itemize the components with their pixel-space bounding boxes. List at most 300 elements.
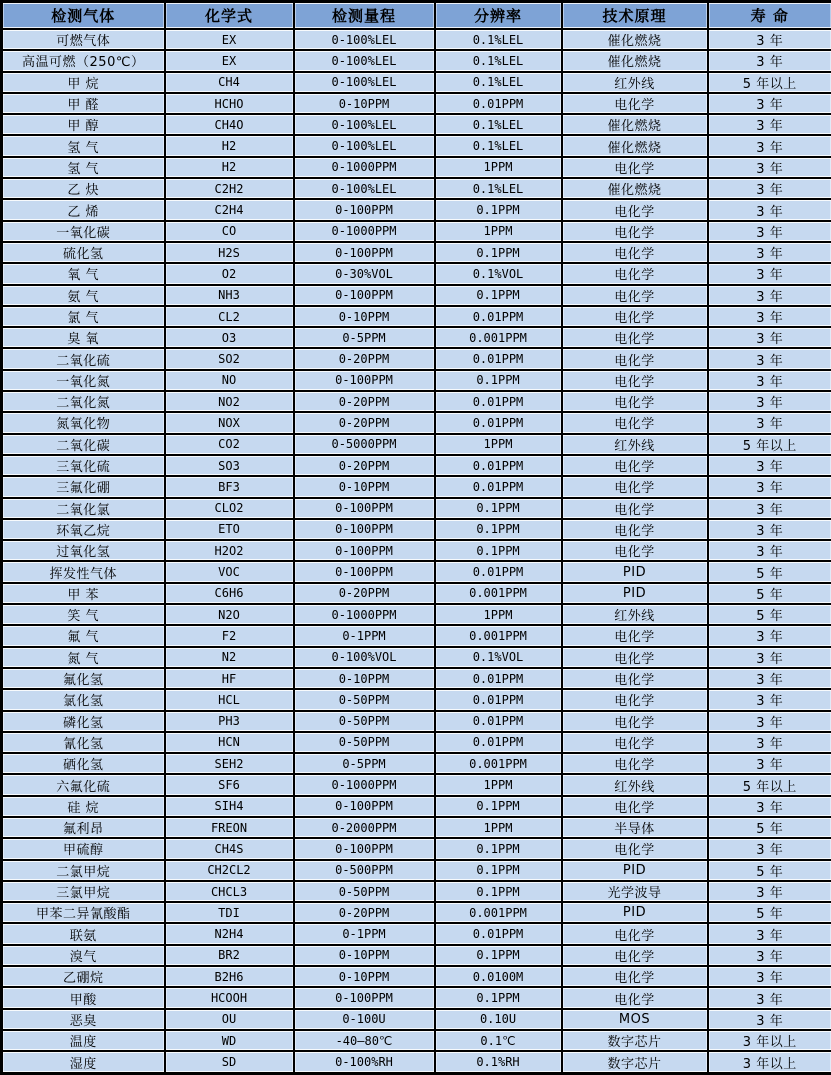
formula-cell: C2H2	[165, 178, 294, 199]
gas-cell: 三氟化硼	[2, 476, 165, 497]
gas-cell: 氧 气	[2, 263, 165, 284]
resolution-cell: 0.1%LEL	[435, 29, 562, 50]
range-cell: 0-1PPM	[294, 625, 435, 646]
resolution-cell: 0.1PPM	[435, 987, 562, 1008]
formula-cell: HF	[165, 668, 294, 689]
formula-cell: HCL	[165, 689, 294, 710]
resolution-cell: 0.1PPM	[435, 796, 562, 817]
lifespan-cell: 3 年	[708, 711, 831, 732]
range-cell: 0-30%VOL	[294, 263, 435, 284]
resolution-cell: 0.1PPM	[435, 498, 562, 519]
table-row	[2, 50, 831, 71]
principle-cell: 电化学	[562, 370, 708, 391]
lifespan-cell: 3 年	[708, 242, 831, 263]
lifespan-cell: 3 年	[708, 689, 831, 710]
gas-cell: 一氧化碳	[2, 221, 165, 242]
table-row	[2, 796, 831, 817]
formula-cell: CH4S	[165, 838, 294, 859]
lifespan-cell: 3 年	[708, 412, 831, 433]
gas-cell: 联氨	[2, 923, 165, 944]
principle-cell: 电化学	[562, 796, 708, 817]
lifespan-cell: 3 年	[708, 285, 831, 306]
table-row	[2, 774, 831, 795]
principle-cell: 电化学	[562, 455, 708, 476]
range-cell: 0-1000PPM	[294, 604, 435, 625]
range-cell: 0-20PPM	[294, 348, 435, 369]
formula-cell: O2	[165, 263, 294, 284]
principle-cell: 电化学	[562, 221, 708, 242]
gas-cell: 臭 氧	[2, 327, 165, 348]
range-cell: 0-100%LEL	[294, 50, 435, 71]
principle-cell: 电化学	[562, 540, 708, 561]
table-header	[2, 2, 831, 30]
principle-cell: 红外线	[562, 774, 708, 795]
gas-cell: 六氟化硫	[2, 774, 165, 795]
lifespan-cell: 3 年以上	[708, 1030, 831, 1051]
formula-cell: NH3	[165, 285, 294, 306]
table-row	[2, 1030, 831, 1051]
table-body	[2, 29, 831, 1074]
lifespan-cell: 3 年	[708, 327, 831, 348]
principle-cell: MOS	[562, 1009, 708, 1030]
resolution-cell: 0.001PPM	[435, 902, 562, 923]
range-cell: 0-100%LEL	[294, 72, 435, 93]
lifespan-cell: 3 年	[708, 370, 831, 391]
lifespan-cell: 3 年	[708, 945, 831, 966]
resolution-cell: 0.001PPM	[435, 327, 562, 348]
table-row	[2, 178, 831, 199]
range-cell: 0-1PPM	[294, 923, 435, 944]
formula-cell: CH4O	[165, 114, 294, 135]
resolution-cell: 0.1PPM	[435, 370, 562, 391]
gas-cell: 二氧化氯	[2, 498, 165, 519]
formula-cell: SF6	[165, 774, 294, 795]
resolution-cell: 0.1%RH	[435, 1051, 562, 1073]
lifespan-cell: 3 年	[708, 647, 831, 668]
gas-cell: 甲 醇	[2, 114, 165, 135]
gas-cell: 氟化氢	[2, 668, 165, 689]
table-row	[2, 881, 831, 902]
range-cell: 0-1000PPM	[294, 774, 435, 795]
gas-cell: 氮氧化物	[2, 412, 165, 433]
resolution-cell: 0.01PPM	[435, 689, 562, 710]
range-cell: 0-100%RH	[294, 1051, 435, 1073]
resolution-cell: 0.1PPM	[435, 285, 562, 306]
formula-cell: N2O	[165, 604, 294, 625]
lifespan-cell: 3 年	[708, 668, 831, 689]
range-cell: 0-20PPM	[294, 902, 435, 923]
formula-cell: ETO	[165, 519, 294, 540]
formula-cell: N2H4	[165, 923, 294, 944]
formula-cell: SO2	[165, 348, 294, 369]
table-row	[2, 93, 831, 114]
lifespan-cell: 3 年	[708, 221, 831, 242]
formula-cell: N2	[165, 647, 294, 668]
resolution-cell: 0.1PPM	[435, 199, 562, 220]
formula-cell: WD	[165, 1030, 294, 1051]
formula-cell: B2H6	[165, 966, 294, 987]
table-row	[2, 753, 831, 774]
resolution-cell: 0.1PPM	[435, 519, 562, 540]
header-row	[2, 2, 831, 30]
column-header-gas: 检测气体	[2, 2, 165, 30]
gas-cell: 环氧乙烷	[2, 519, 165, 540]
formula-cell: C6H6	[165, 583, 294, 604]
formula-cell: VOC	[165, 561, 294, 582]
formula-cell: EX	[165, 29, 294, 50]
gas-cell: 氰化氢	[2, 732, 165, 753]
gas-cell: 二氧化氮	[2, 391, 165, 412]
gas-cell: 甲 苯	[2, 583, 165, 604]
resolution-cell: 0.1%LEL	[435, 135, 562, 156]
lifespan-cell: 3 年	[708, 50, 831, 71]
resolution-cell: 0.1%LEL	[435, 50, 562, 71]
gas-cell: 高温可燃（250℃）	[2, 50, 165, 71]
range-cell: 0-100%LEL	[294, 114, 435, 135]
lifespan-cell: 3 年	[708, 157, 831, 178]
resolution-cell: 0.01PPM	[435, 561, 562, 582]
range-cell: 0-50PPM	[294, 881, 435, 902]
gas-cell: 氯化氢	[2, 689, 165, 710]
table-row	[2, 348, 831, 369]
range-cell: 0-100PPM	[294, 838, 435, 859]
gas-cell: 甲 烷	[2, 72, 165, 93]
table-row	[2, 945, 831, 966]
formula-cell: OU	[165, 1009, 294, 1030]
gas-cell: 恶臭	[2, 1009, 165, 1030]
range-cell: 0-100%LEL	[294, 29, 435, 50]
principle-cell: 数字芯片	[562, 1030, 708, 1051]
table-row	[2, 519, 831, 540]
gas-cell: 硅 烷	[2, 796, 165, 817]
resolution-cell: 0.1PPM	[435, 838, 562, 859]
lifespan-cell: 3 年	[708, 199, 831, 220]
gas-cell: 硫化氢	[2, 242, 165, 263]
table-row	[2, 689, 831, 710]
gas-cell: 甲苯二异氰酸酯	[2, 902, 165, 923]
table-row	[2, 540, 831, 561]
range-cell: 0-100PPM	[294, 519, 435, 540]
principle-cell: 红外线	[562, 72, 708, 93]
lifespan-cell: 3 年	[708, 93, 831, 114]
table-row	[2, 114, 831, 135]
principle-cell: 电化学	[562, 519, 708, 540]
principle-cell: 电化学	[562, 647, 708, 668]
range-cell: 0-10PPM	[294, 93, 435, 114]
principle-cell: 电化学	[562, 966, 708, 987]
lifespan-cell: 3 年	[708, 796, 831, 817]
range-cell: 0-5PPM	[294, 327, 435, 348]
resolution-cell: 0.01PPM	[435, 668, 562, 689]
principle-cell: 电化学	[562, 987, 708, 1008]
range-cell: 0-1000PPM	[294, 157, 435, 178]
formula-cell: HCOOH	[165, 987, 294, 1008]
formula-cell: NO2	[165, 391, 294, 412]
lifespan-cell: 3 年	[708, 753, 831, 774]
table-row	[2, 391, 831, 412]
resolution-cell: 0.01PPM	[435, 732, 562, 753]
range-cell: 0-10PPM	[294, 476, 435, 497]
table-row	[2, 1009, 831, 1030]
principle-cell: 电化学	[562, 923, 708, 944]
formula-cell: CHCL3	[165, 881, 294, 902]
principle-cell: 电化学	[562, 838, 708, 859]
table-row	[2, 923, 831, 944]
lifespan-cell: 3 年	[708, 732, 831, 753]
resolution-cell: 1PPM	[435, 434, 562, 455]
formula-cell: CH2CL2	[165, 860, 294, 881]
resolution-cell: 0.1%LEL	[435, 72, 562, 93]
resolution-cell: 0.01PPM	[435, 348, 562, 369]
column-header-principle: 技术原理	[562, 2, 708, 30]
table-row	[2, 711, 831, 732]
formula-cell: F2	[165, 625, 294, 646]
table-row	[2, 604, 831, 625]
principle-cell: 电化学	[562, 476, 708, 497]
gas-cell: 过氧化氢	[2, 540, 165, 561]
range-cell: 0-100PPM	[294, 242, 435, 263]
gas-cell: 甲硫醇	[2, 838, 165, 859]
range-cell: 0-20PPM	[294, 391, 435, 412]
formula-cell: HCN	[165, 732, 294, 753]
table-row	[2, 902, 831, 923]
gas-cell: 氯 气	[2, 306, 165, 327]
table-row	[2, 668, 831, 689]
table-row	[2, 838, 831, 859]
table-row	[2, 327, 831, 348]
resolution-cell: 0.01PPM	[435, 923, 562, 944]
resolution-cell: 0.1PPM	[435, 860, 562, 881]
range-cell: 0-100%VOL	[294, 647, 435, 668]
gas-cell: 乙 炔	[2, 178, 165, 199]
principle-cell: 电化学	[562, 668, 708, 689]
principle-cell: 电化学	[562, 285, 708, 306]
table-row	[2, 221, 831, 242]
lifespan-cell: 5 年	[708, 604, 831, 625]
column-header-range: 检测量程	[294, 2, 435, 30]
lifespan-cell: 3 年	[708, 987, 831, 1008]
lifespan-cell: 3 年	[708, 1009, 831, 1030]
table-row	[2, 476, 831, 497]
formula-cell: H2S	[165, 242, 294, 263]
lifespan-cell: 3 年	[708, 966, 831, 987]
gas-cell: 氨 气	[2, 285, 165, 306]
table-row	[2, 306, 831, 327]
range-cell: 0-100%LEL	[294, 178, 435, 199]
formula-cell: CLO2	[165, 498, 294, 519]
formula-cell: SEH2	[165, 753, 294, 774]
table-row	[2, 987, 831, 1008]
table-row	[2, 966, 831, 987]
formula-cell: SO3	[165, 455, 294, 476]
lifespan-cell: 3 年	[708, 348, 831, 369]
formula-cell: NOX	[165, 412, 294, 433]
lifespan-cell: 5 年	[708, 902, 831, 923]
range-cell: 0-10PPM	[294, 966, 435, 987]
principle-cell: 电化学	[562, 391, 708, 412]
gas-cell: 硒化氢	[2, 753, 165, 774]
formula-cell: H2O2	[165, 540, 294, 561]
range-cell: 0-1000PPM	[294, 221, 435, 242]
formula-cell: CL2	[165, 306, 294, 327]
resolution-cell: 0.1%VOL	[435, 263, 562, 284]
gas-cell: 氮 气	[2, 647, 165, 668]
lifespan-cell: 3 年	[708, 391, 831, 412]
formula-cell: SD	[165, 1051, 294, 1073]
range-cell: 0-20PPM	[294, 412, 435, 433]
resolution-cell: 0.001PPM	[435, 753, 562, 774]
principle-cell: 电化学	[562, 348, 708, 369]
gas-cell: 乙硼烷	[2, 966, 165, 987]
lifespan-cell: 3 年	[708, 455, 831, 476]
principle-cell: 红外线	[562, 604, 708, 625]
formula-cell: TDI	[165, 902, 294, 923]
principle-cell: 催化燃烧	[562, 114, 708, 135]
lifespan-cell: 5 年	[708, 583, 831, 604]
table-row	[2, 72, 831, 93]
range-cell: 0-100%LEL	[294, 135, 435, 156]
lifespan-cell: 5 年以上	[708, 72, 831, 93]
range-cell: 0-20PPM	[294, 455, 435, 476]
lifespan-cell: 3 年	[708, 519, 831, 540]
principle-cell: 半导体	[562, 817, 708, 838]
range-cell: 0-500PPM	[294, 860, 435, 881]
principle-cell: 光学波导	[562, 881, 708, 902]
principle-cell: 电化学	[562, 498, 708, 519]
formula-cell: FREON	[165, 817, 294, 838]
table-row	[2, 860, 831, 881]
lifespan-cell: 3 年	[708, 625, 831, 646]
resolution-cell: 0.0100M	[435, 966, 562, 987]
gas-cell: 氟 气	[2, 625, 165, 646]
gas-cell: 溴气	[2, 945, 165, 966]
resolution-cell: 1PPM	[435, 817, 562, 838]
formula-cell: C2H4	[165, 199, 294, 220]
range-cell: 0-100PPM	[294, 987, 435, 1008]
gas-cell: 氢 气	[2, 135, 165, 156]
principle-cell: 电化学	[562, 306, 708, 327]
lifespan-cell: 3 年	[708, 540, 831, 561]
formula-cell: O3	[165, 327, 294, 348]
lifespan-cell: 5 年以上	[708, 434, 831, 455]
resolution-cell: 0.001PPM	[435, 625, 562, 646]
principle-cell: 电化学	[562, 625, 708, 646]
lifespan-cell: 3 年	[708, 476, 831, 497]
gas-cell: 氟利昂	[2, 817, 165, 838]
resolution-cell: 0.1PPM	[435, 242, 562, 263]
table-row	[2, 412, 831, 433]
principle-cell: 电化学	[562, 242, 708, 263]
gas-cell: 二氯甲烷	[2, 860, 165, 881]
column-header-resolution: 分辨率	[435, 2, 562, 30]
range-cell: -40—80℃	[294, 1030, 435, 1051]
table-row	[2, 1051, 831, 1073]
principle-cell: 电化学	[562, 753, 708, 774]
principle-cell: PID	[562, 902, 708, 923]
principle-cell: 电化学	[562, 157, 708, 178]
principle-cell: 催化燃烧	[562, 29, 708, 50]
formula-cell: CH4	[165, 72, 294, 93]
resolution-cell: 0.1%VOL	[435, 647, 562, 668]
gas-cell: 三氧化硫	[2, 455, 165, 476]
resolution-cell: 0.1%LEL	[435, 178, 562, 199]
formula-cell: PH3	[165, 711, 294, 732]
formula-cell: EX	[165, 50, 294, 71]
resolution-cell: 0.1℃	[435, 1030, 562, 1051]
resolution-cell: 0.1PPM	[435, 540, 562, 561]
resolution-cell: 0.01PPM	[435, 711, 562, 732]
range-cell: 0-100PPM	[294, 199, 435, 220]
table-row	[2, 561, 831, 582]
formula-cell: H2	[165, 157, 294, 178]
lifespan-cell: 5 年以上	[708, 774, 831, 795]
principle-cell: PID	[562, 860, 708, 881]
table-row	[2, 647, 831, 668]
resolution-cell: 0.1PPM	[435, 881, 562, 902]
gas-cell: 一氧化氮	[2, 370, 165, 391]
formula-cell: HCHO	[165, 93, 294, 114]
table-row	[2, 285, 831, 306]
table-row	[2, 135, 831, 156]
range-cell: 0-100PPM	[294, 796, 435, 817]
lifespan-cell: 3 年	[708, 178, 831, 199]
gas-cell: 可燃气体	[2, 29, 165, 50]
resolution-cell: 0.01PPM	[435, 455, 562, 476]
range-cell: 0-100PPM	[294, 370, 435, 391]
lifespan-cell: 5 年	[708, 860, 831, 881]
gas-cell: 笑 气	[2, 604, 165, 625]
principle-cell: PID	[562, 583, 708, 604]
table-row	[2, 817, 831, 838]
range-cell: 0-5000PPM	[294, 434, 435, 455]
resolution-cell: 0.1PPM	[435, 945, 562, 966]
principle-cell: 数字芯片	[562, 1051, 708, 1073]
range-cell: 0-100U	[294, 1009, 435, 1030]
range-cell: 0-50PPM	[294, 732, 435, 753]
lifespan-cell: 3 年以上	[708, 1051, 831, 1073]
lifespan-cell: 3 年	[708, 135, 831, 156]
lifespan-cell: 3 年	[708, 263, 831, 284]
gas-cell: 甲 醛	[2, 93, 165, 114]
table-row	[2, 370, 831, 391]
principle-cell: 电化学	[562, 689, 708, 710]
principle-cell: 电化学	[562, 93, 708, 114]
principle-cell: 电化学	[562, 199, 708, 220]
column-header-lifespan: 寿 命	[708, 2, 831, 30]
principle-cell: 电化学	[562, 263, 708, 284]
resolution-cell: 1PPM	[435, 604, 562, 625]
lifespan-cell: 3 年	[708, 881, 831, 902]
resolution-cell: 0.01PPM	[435, 93, 562, 114]
lifespan-cell: 5 年	[708, 561, 831, 582]
principle-cell: 催化燃烧	[562, 178, 708, 199]
range-cell: 0-10PPM	[294, 306, 435, 327]
gas-cell: 二氧化碳	[2, 434, 165, 455]
table-row	[2, 455, 831, 476]
resolution-cell: 1PPM	[435, 221, 562, 242]
formula-cell: NO	[165, 370, 294, 391]
resolution-cell: 1PPM	[435, 774, 562, 795]
principle-cell: PID	[562, 561, 708, 582]
gas-cell: 湿度	[2, 1051, 165, 1073]
range-cell: 0-100PPM	[294, 498, 435, 519]
gas-cell: 二氧化硫	[2, 348, 165, 369]
table-row	[2, 625, 831, 646]
principle-cell: 电化学	[562, 412, 708, 433]
gas-cell: 温度	[2, 1030, 165, 1051]
table-row	[2, 434, 831, 455]
principle-cell: 红外线	[562, 434, 708, 455]
